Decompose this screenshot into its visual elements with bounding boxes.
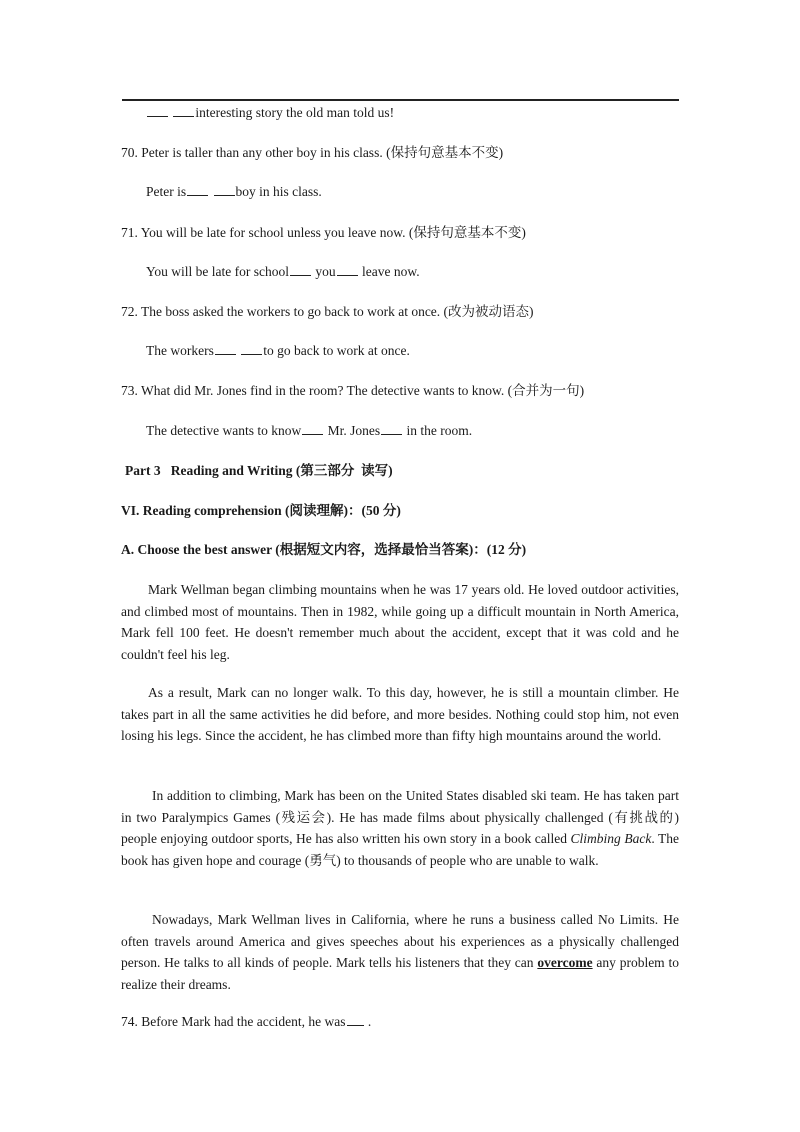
paragraph-text: any problem to realize their dreams. [121, 955, 679, 992]
q73-answer-mid: Mr. Jones [327, 423, 381, 438]
q74-question-end: . [364, 1014, 372, 1029]
answer-blank[interactable] [381, 423, 402, 435]
q70-answer-pre: Peter is [146, 184, 187, 199]
answer-blank[interactable] [290, 264, 311, 276]
passage-paragraph-1 [121, 579, 679, 665]
top-divider [122, 99, 679, 101]
answer-blank[interactable] [214, 184, 235, 196]
q72-answer-pre: The workers [146, 343, 214, 358]
q69-answer-line [146, 104, 394, 122]
answer-blank[interactable] [147, 105, 168, 117]
q70-answer-line [146, 183, 322, 201]
q69-answer-text: interesting story the old man told us! [195, 105, 395, 120]
q74-question-text: 74. Before Mark had the accident, he was [121, 1014, 346, 1029]
q72-question: 72. The boss asked the workers to go back to work at once. (改为被动语态) [121, 304, 534, 319]
answer-blank[interactable] [215, 343, 236, 355]
q73-answer-line [146, 422, 472, 440]
q73-answer-post: in the room. [406, 423, 473, 438]
answer-blank[interactable] [173, 105, 194, 117]
answer-blank[interactable] [347, 1014, 364, 1026]
q71-answer-mid: you [315, 264, 336, 279]
q73-answer-pre: The detective wants to know [146, 423, 302, 438]
q74-question [121, 1013, 371, 1031]
q70-answer-post: boy in his class. [235, 184, 322, 199]
answer-blank[interactable] [187, 184, 208, 196]
q72-answer-line [146, 342, 410, 360]
q71-answer-pre: You will be late for school [146, 264, 289, 279]
q72-answer-post: to go back to work at once. [263, 343, 410, 358]
answer-blank[interactable] [241, 343, 262, 355]
section6-heading: VI. Reading comprehension (阅读理解)：(50 分) [121, 503, 401, 518]
answer-blank[interactable] [302, 423, 323, 435]
paragraph-text: . The book has given hope and courage (勇气) to thousands of people who are unable to walk. [121, 831, 679, 868]
underlined-word: overcome [537, 955, 593, 970]
paragraph-text: Mark Wellman began climbing mountains when he was 17 years old. He loved outdoor activities, and climbed most of mountains. Then in 1982, while going up a difficult mountain in North America, Mark fell 100 feet. He doesn't remember much about the accident, except that it was cold and he couldn't feel his leg. [121, 582, 679, 662]
sectionA-heading: A. Choose the best answer (根据短文内容，选择最恰当答案)：(12 分) [121, 542, 527, 557]
q73-question: 73. What did Mr. Jones find in the room? The detective wants to know. (合并为一句) [121, 383, 585, 398]
paragraph-text: In addition to climbing, Mark has been on the United States disabled ski team. He has taken part in two Paralympics Games (残运会). He has made films about physically challenged (有挑战的) people enjoying outdoor sports, He has also written his own story in a book called [121, 788, 679, 846]
paragraph-text: As a result, Mark can no longer walk. To this day, however, he is still a mountain climber. He takes part in all the same activities he did before, and more besides. Nothing could stop him, not even losing his legs. Since the accident, he has climbed more than fifty high mountains around the world. [121, 685, 679, 743]
q70-question: 70. Peter is taller than any other boy in his class. (保持句意基本不变) [121, 145, 504, 160]
part3-heading: Part 3 Reading and Writing (第三部分 读写) [125, 463, 393, 478]
passage-paragraph-3 [121, 785, 679, 871]
paragraph-text: Nowadays, Mark Wellman lives in California, where he runs a business called No Limits. He often travels around America and gives speeches about his experiences as a physically challenged person. He talks to all kinds of people. Mark tells his listeners that they can [121, 912, 679, 970]
answer-blank[interactable] [337, 264, 358, 276]
q71-question: 71. You will be late for school unless you leave now. (保持句意基本不变) [121, 225, 526, 240]
passage-paragraph-4 [121, 909, 679, 995]
q71-answer-post: leave now. [362, 264, 420, 279]
book-title: Climbing Back [570, 831, 652, 846]
q71-answer-line [146, 263, 420, 281]
passage-paragraph-2 [121, 682, 679, 747]
